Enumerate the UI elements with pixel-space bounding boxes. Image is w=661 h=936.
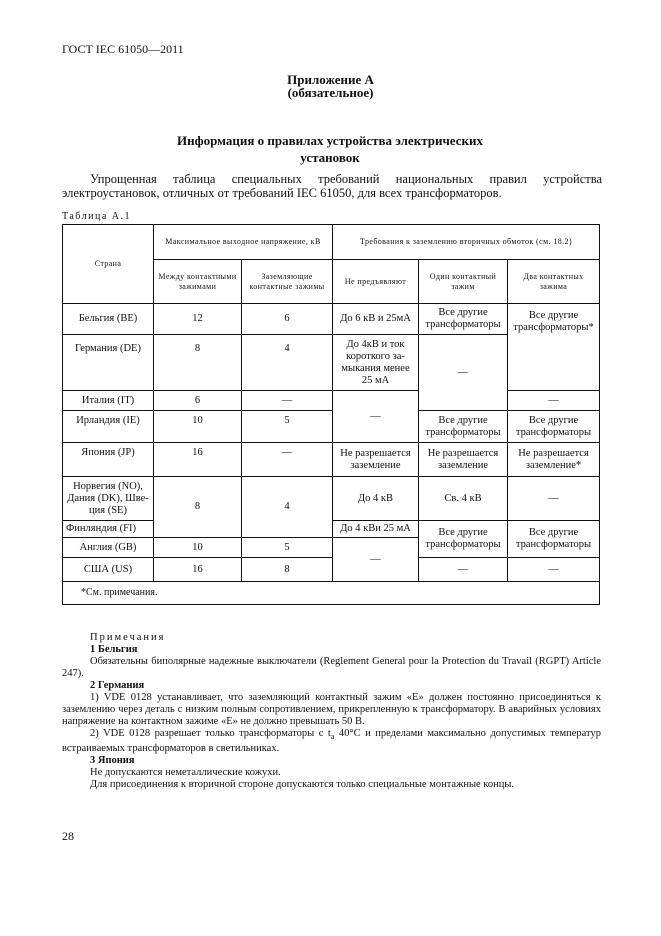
- header-country: Страна: [63, 225, 154, 304]
- section-title-line2: установок: [300, 150, 360, 165]
- cell-not-presented: Не разрешается заземление: [333, 443, 419, 477]
- cell-one-contact: —: [419, 335, 508, 411]
- table-row: [63, 391, 600, 411]
- intro-line2: электроустановок, отличных от требований IEC 61050, для всех трансформаторов.: [62, 186, 502, 200]
- cell-two-contacts: —: [508, 391, 600, 411]
- section-title-line1: Информация о правилах устройства электрических: [177, 133, 483, 148]
- cell-one-contact: Не разрешается заземление: [419, 443, 508, 477]
- note2-para2: [62, 728, 601, 755]
- header-not-presented: Не предъявляют: [333, 260, 419, 304]
- note3-para2: Для присоединения к вторичной стороне допускаются только специальные монтажные концы.: [90, 779, 515, 791]
- notes-section: [62, 632, 601, 791]
- note3-title: 3 Япония: [90, 755, 135, 767]
- cell-two-contacts: —: [508, 477, 600, 521]
- table-caption: Таблица А.1: [62, 211, 131, 222]
- cell-between: 16: [154, 443, 242, 477]
- note2-para2-b: 40°С и пределами максимально допустимых температур встраиваемых трансформаторов в светильниках.: [62, 728, 601, 755]
- cell-between: 8: [154, 477, 242, 538]
- cell-between: 10: [154, 538, 242, 558]
- note2-para2-sub: a: [330, 732, 335, 742]
- header-max-voltage: Максимальное выходное напряжение, кВ: [154, 225, 333, 260]
- cell-not-presented: До 4 кВ: [333, 477, 419, 521]
- header-between: Между контактными зажимами: [154, 260, 242, 304]
- cell-two-contacts: Все другие трансформаторы: [508, 411, 600, 443]
- table-row: [63, 443, 600, 477]
- cell-country: Япония (JP): [63, 443, 154, 477]
- cell-one-contact: —: [419, 558, 508, 582]
- table-row: [63, 477, 600, 521]
- cell-not-presented: До 4 кВи 25 мА: [333, 521, 419, 538]
- note2-title: 2 Германия: [90, 680, 145, 691]
- requirements-table: [62, 224, 600, 605]
- header-grounded: Заземляющие контактные зажимы: [242, 260, 333, 304]
- cell-two-contacts: Все другие трансформаторы*: [508, 304, 600, 391]
- cell-between: 10: [154, 411, 242, 443]
- page-number: 28: [62, 829, 74, 843]
- cell-country: США (US): [63, 558, 154, 582]
- cell-grounded: 8: [242, 558, 333, 582]
- notes-heading: Примечания: [90, 632, 166, 643]
- cell-grounded: —: [242, 391, 333, 411]
- note3-para1: Не допускаются неметаллические кожухи.: [90, 767, 281, 779]
- cell-grounded: 5: [242, 538, 333, 558]
- cell-grounded: 5: [242, 411, 333, 443]
- table-row: [63, 304, 600, 335]
- cell-grounded: 6: [242, 304, 333, 335]
- cell-grounded: 4: [242, 335, 333, 391]
- header-grounding: Требования к заземлению вторичных обмоток (см. 18.2): [333, 225, 600, 260]
- cell-not-presented: —: [333, 391, 419, 443]
- cell-grounded: —: [242, 443, 333, 477]
- cell-two-contacts: Не разрешается заземление*: [508, 443, 600, 477]
- cell-country: Бельгия (BE): [63, 304, 154, 335]
- cell-country: Италия (IT): [63, 391, 154, 411]
- table-row: [63, 558, 600, 582]
- cell-not-presented: До 4кВ и ток короткого за-мыкания менее 25 мА: [333, 335, 419, 391]
- cell-between: 12: [154, 304, 242, 335]
- table-row: [63, 411, 600, 443]
- cell-two-contacts: —: [508, 558, 600, 582]
- cell-not-presented: —: [333, 538, 419, 582]
- cell-not-presented: До 6 кВ и 25мА: [333, 304, 419, 335]
- cell-one-contact: Все другие трансформаторы: [419, 521, 508, 558]
- cell-between: 16: [154, 558, 242, 582]
- table-footnote: *См. примечания.: [63, 582, 600, 605]
- cell-one-contact: Св. 4 кВ: [419, 477, 508, 521]
- cell-country: Норвегия (NO), Дания (DK), Шве-ция (SE): [63, 477, 154, 521]
- cell-one-contact: Все другие трансформаторы: [419, 304, 508, 335]
- document-header: ГОСТ IEC 61050—2011: [62, 42, 184, 56]
- cell-country: Ирландия (IE): [63, 411, 154, 443]
- header-one-contact: Один контактный зажим: [419, 260, 508, 304]
- note2-para2-a: 2) VDE 0128 разрешает только трансформаторы с t: [90, 728, 331, 739]
- note2-para1: 1) VDE 0128 устанавливает, что заземляющий контактный зажим «Е» должен постоянно присоединяться к заземлению через деталь с низким полным сопротивлением, прикрепленную к трансформатору. В аварийных условиях напряжение на контактном зажиме «Е» не должно превышать 50 В.: [62, 692, 601, 727]
- cell-two-contacts: Все другие трансформаторы: [508, 521, 600, 558]
- cell-between: 8: [154, 335, 242, 391]
- note1-title: 1 Бельгия: [90, 644, 138, 655]
- cell-grounded: 4: [242, 477, 333, 538]
- intro-line1: Упрощенная таблица специальных требований национальных правил устройства: [90, 172, 602, 186]
- cell-country: Финляндия (FI): [63, 521, 154, 538]
- annex-status: (обязательное): [287, 85, 374, 100]
- note1-text: Обязательны биполярные надежные выключатели (Reglement General pour la Protection du Travail (RGPT) Article 247).: [62, 656, 601, 679]
- cell-country: Англия (GB): [63, 538, 154, 558]
- annex-title: Приложение А: [287, 72, 374, 87]
- cell-country: Германия (DE): [63, 335, 154, 391]
- cell-one-contact: Все другие трансформаторы: [419, 411, 508, 443]
- cell-between: 6: [154, 391, 242, 411]
- header-two-contacts: Два контактных зажима: [508, 260, 600, 304]
